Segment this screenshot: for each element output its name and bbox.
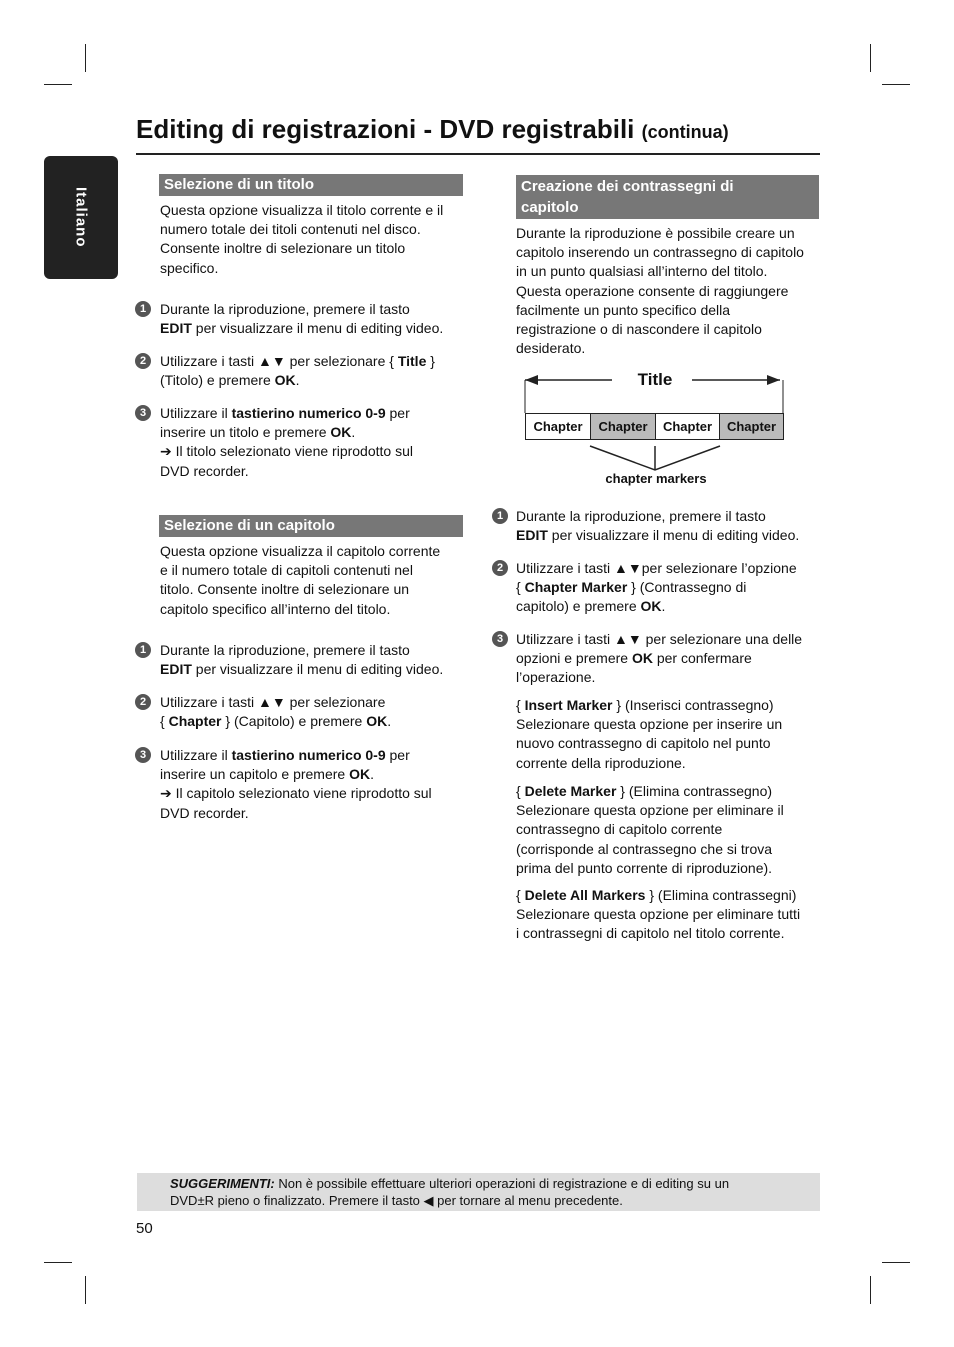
crop-mark [85, 1276, 86, 1304]
page-number: 50 [136, 1220, 153, 1237]
text-span: per [385, 405, 410, 421]
page-title [136, 114, 729, 145]
text-line [160, 784, 465, 803]
option-chapter-marker: Chapter Marker [524, 579, 628, 596]
text-line [160, 423, 465, 442]
result-arrow-icon: ➔ [160, 785, 172, 802]
text-span: Non è possibile effettuare ulteriori operazioni di registrazione e di editing su un [274, 1176, 730, 1191]
text-line: e il numero totale di capitoli contenuti nel [160, 562, 413, 579]
step-number-2: 2 [135, 694, 151, 710]
text-line: Questa operazione consente di raggiungere [516, 282, 789, 299]
text-line: corrente della riproduzione. [516, 754, 686, 771]
sec2-step3 [160, 746, 465, 823]
text-span: per visualizzare il menu di editing video. [547, 527, 800, 544]
up-down-arrows-icon: ▲▼ [614, 631, 642, 647]
text-line: Questa opzione visualizza il capitolo corrente [160, 543, 441, 559]
text-span: } [426, 353, 435, 369]
option-delete-all-markers [516, 886, 826, 944]
crop-mark [870, 1276, 871, 1304]
crop-mark [882, 1262, 910, 1263]
text-line: specifico. [160, 259, 219, 276]
option-title: Title [397, 353, 427, 369]
text-span: per visualizzare il menu di editing video. [191, 320, 444, 337]
text-span: Utilizzare i tasti [516, 560, 615, 576]
text-span: { [516, 697, 525, 713]
text-line [160, 404, 465, 423]
text-span: (Titolo) e premere [160, 372, 275, 389]
text-line: Consente inoltre di selezionare un titolo [160, 240, 406, 257]
text-span: . [387, 713, 392, 730]
diagram-title-label: Title [637, 370, 673, 389]
text-span: per visualizzare il menu di editing video. [191, 661, 444, 678]
crop-mark [44, 84, 72, 85]
option-insert-marker [516, 696, 826, 773]
section-heading-title-select: Selezione di un titolo [159, 174, 463, 196]
text-span: Utilizzare il [160, 747, 232, 763]
option-name: Insert Marker [524, 697, 613, 713]
step-number-3: 3 [135, 405, 151, 421]
language-tab-label: Italiano [72, 187, 90, 248]
text-span: } (Elimina contrassegni) [645, 887, 797, 903]
text-line [170, 1192, 790, 1209]
right-step2 [516, 559, 826, 617]
text-line: Durante la riproduzione, premere il tasto [160, 301, 410, 317]
text-span: { [516, 783, 525, 799]
text-line: l’operazione. [516, 669, 596, 686]
text-span: DVD±R pieno o finalizzato. Premere il tasto [170, 1193, 424, 1208]
text-span: per selezionare { [285, 353, 398, 369]
right-step3 [516, 630, 826, 688]
sec2-intro [160, 542, 465, 619]
step-number-3: 3 [492, 631, 508, 647]
text-line [160, 712, 465, 731]
key-edit: EDIT [160, 661, 192, 678]
text-span: per [385, 747, 410, 763]
text-line [516, 526, 826, 545]
up-down-arrows-icon: ▲▼ [258, 694, 286, 710]
text-line [516, 630, 826, 649]
tips-text [170, 1175, 790, 1209]
text-span: per selezionare l’opzione [641, 560, 797, 576]
text-line [160, 371, 465, 390]
right-intro [516, 224, 826, 358]
text-line: titolo. Consente inoltre di selezionare un [160, 581, 410, 598]
text-span: Utilizzare i tasti [516, 631, 615, 647]
sec2-step2 [160, 693, 465, 731]
left-arrow-icon: ◀ [423, 1193, 434, 1208]
option-delete-marker [516, 782, 826, 878]
chapter-segment: Chapter [525, 413, 591, 440]
text-line [516, 886, 826, 905]
chapter-segment: Chapter [590, 413, 656, 440]
text-line [160, 765, 465, 784]
right-arrowhead-icon [767, 375, 780, 385]
key-edit: EDIT [160, 320, 192, 337]
text-line [160, 660, 465, 679]
text-line [516, 696, 826, 715]
text-span: per tornare al menu precedente. [433, 1193, 623, 1208]
language-tab-label-wrap [44, 156, 118, 279]
text-line [160, 352, 465, 371]
text-line [160, 693, 465, 712]
up-down-arrows-icon: ▲▼ [614, 560, 642, 576]
key-ok: OK [330, 424, 352, 441]
text-span: { [516, 887, 525, 903]
text-line: Durante la riproduzione, premere il tasto [516, 508, 766, 524]
sec1-step3 [160, 404, 465, 481]
text-line: facilmente un punto specifico della [516, 301, 731, 318]
text-span: Utilizzare i tasti [160, 694, 259, 710]
text-line: capitolo specifico all’interno del titolo. [160, 600, 391, 617]
text-line: DVD recorder. [160, 804, 249, 821]
text-span: capitolo) e premere [516, 598, 641, 615]
page-title-main: Editing di registrazioni - DVD registrabili [136, 114, 635, 144]
text-span: Il capitolo selezionato viene riprodotto sul [171, 785, 432, 802]
left-arrowhead-icon [525, 375, 538, 385]
text-line: in un punto qualsiasi all’interno del titolo. [516, 263, 768, 280]
section-heading-chapter-markers [516, 175, 819, 219]
result-arrow-icon: ➔ [160, 443, 172, 460]
text-line: capitolo inserendo un contrassegno di capitolo [516, 244, 804, 261]
step-number-2: 2 [492, 560, 508, 576]
keypad-label: tastierino numerico 0-9 [231, 405, 386, 421]
text-line [516, 559, 826, 578]
text-line: Selezionare questa opzione per eliminare tutti [516, 906, 801, 923]
text-span: Utilizzare il [160, 405, 232, 421]
text-line [516, 578, 826, 597]
option-name: Delete All Markers [524, 887, 646, 903]
text-line: Selezionare questa opzione per eliminare il [516, 802, 784, 819]
key-ok: OK [349, 766, 371, 783]
text-span: } (Contrassegno di [627, 579, 747, 596]
text-line: registrazione o di nascondere il capitolo [516, 321, 762, 338]
text-line: DVD recorder. [160, 462, 249, 479]
key-ok: OK [366, 713, 388, 730]
text-span: per confermare [652, 650, 752, 667]
text-line: Questa opzione visualizza il titolo corrente e il [160, 202, 444, 218]
step-number-1: 1 [135, 301, 151, 317]
up-down-arrows-icon: ▲▼ [258, 353, 286, 369]
text-line: capitolo [521, 199, 579, 216]
crop-mark [870, 44, 871, 72]
text-line [516, 649, 826, 668]
text-line [160, 442, 465, 461]
text-span: inserire un titolo e premere [160, 424, 331, 441]
text-span: Utilizzare i tasti [160, 353, 259, 369]
text-line [170, 1175, 790, 1192]
step-number-2: 2 [135, 353, 151, 369]
text-span: } (Inserisci contrassegno) [612, 697, 774, 713]
text-span: inserire un capitolo e premere [160, 766, 350, 783]
text-span: per selezionare [285, 694, 386, 710]
text-line [160, 746, 465, 765]
text-span: . [370, 766, 374, 783]
page-title-suffix: (continua) [641, 122, 729, 142]
sec1-step2 [160, 352, 465, 390]
text-line: Selezionare questa opzione per inserire un [516, 716, 783, 733]
title-rule [136, 153, 820, 155]
text-line: i contrassegni di capitolo nel titolo corrente. [516, 925, 785, 942]
text-span: { [516, 579, 525, 596]
text-line: contrassegno di capitolo corrente [516, 821, 723, 838]
key-edit: EDIT [516, 527, 548, 544]
keypad-label: tastierino numerico 0-9 [231, 747, 386, 763]
key-ok: OK [640, 598, 662, 615]
sec1-intro [160, 201, 465, 278]
sec2-step1 [160, 641, 465, 679]
text-line: Creazione dei contrassegni di [521, 178, 734, 195]
crop-mark [882, 84, 910, 85]
crop-mark [44, 1262, 72, 1263]
text-line [516, 597, 826, 616]
chapter-markers-caption: chapter markers [605, 471, 707, 486]
text-span: } (Capitolo) e premere [221, 713, 367, 730]
chapter-segment: Chapter [655, 413, 720, 440]
tips-label: SUGGERIMENTI: [170, 1176, 275, 1191]
key-ok: OK [631, 650, 653, 667]
text-span: Il titolo selezionato viene riprodotto sul [171, 443, 413, 460]
text-span: { [160, 713, 169, 730]
chapter-segment: Chapter [719, 413, 784, 440]
crop-mark [85, 44, 86, 72]
text-span: per selezionare una delle [641, 631, 803, 647]
text-line: desiderato. [516, 340, 586, 357]
text-line [160, 319, 465, 338]
option-chapter: Chapter [168, 713, 222, 730]
step-number-3: 3 [135, 747, 151, 763]
text-line: prima del punto corrente di riproduzione). [516, 859, 773, 876]
text-line [516, 782, 826, 801]
text-span: opzioni e premere [516, 650, 632, 667]
text-span: . [295, 372, 300, 389]
option-name: Delete Marker [524, 783, 617, 799]
sec1-step1 [160, 300, 465, 338]
key-ok: OK [274, 372, 296, 389]
text-line: (corrisponde al contrassegno che si trova [516, 840, 773, 857]
step-number-1: 1 [135, 642, 151, 658]
right-step1 [516, 507, 826, 545]
text-line: Durante la riproduzione è possibile creare un [516, 225, 795, 241]
section-heading-chapter-select: Selezione di un capitolo [159, 515, 463, 537]
text-line: nuovo contrassegno di capitolo nel punto [516, 735, 771, 752]
text-line: numero totale dei titoli contenuti nel disco. [160, 221, 421, 238]
step-number-1: 1 [492, 508, 508, 524]
text-span: } (Elimina contrassegno) [616, 783, 773, 799]
text-span: . [351, 424, 356, 441]
text-span: . [661, 598, 666, 615]
text-line: Durante la riproduzione, premere il tasto [160, 642, 410, 658]
